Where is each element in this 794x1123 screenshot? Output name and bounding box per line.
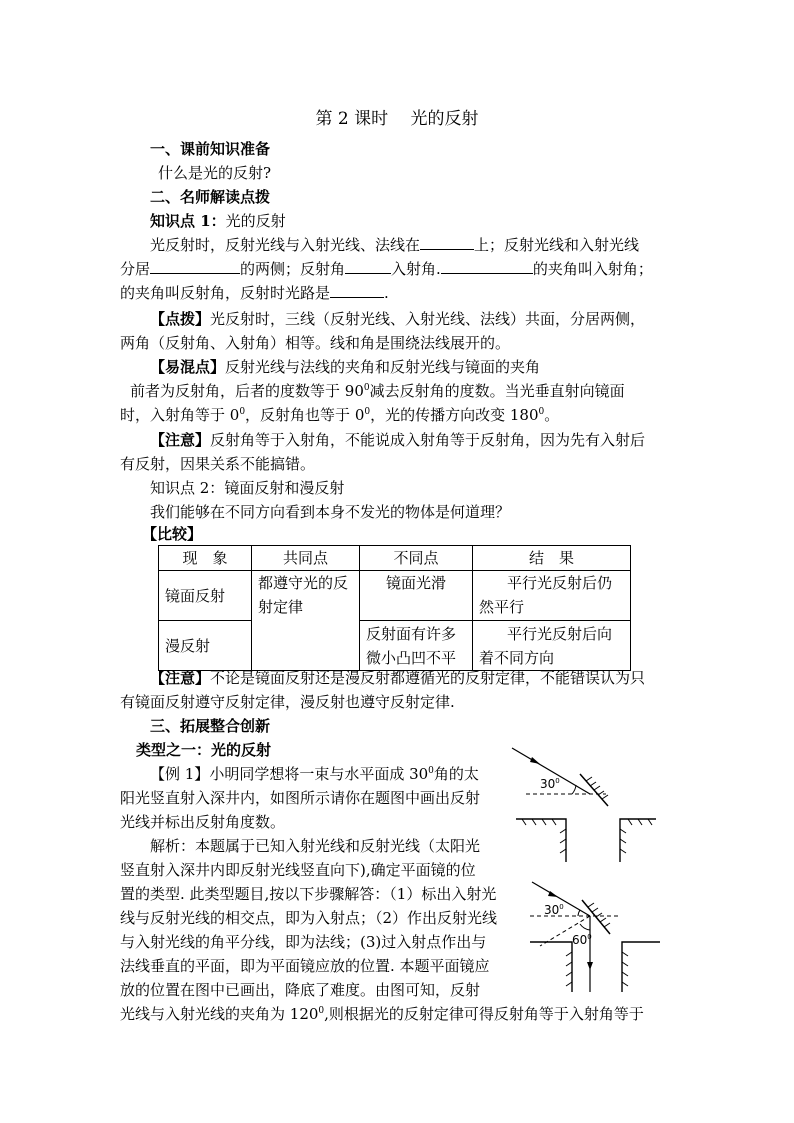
well-hatch: [522, 819, 652, 853]
example-line: 【例 1】小明同学想将一束与水平面成 $30^0$角的太: [150, 765, 479, 783]
well-walls: [516, 819, 656, 862]
table-header: 现 象: [159, 546, 252, 571]
para-line: 光反射时，反射光线与入射光线、法线在 上；反射光线和入射光线: [150, 233, 639, 257]
angle-label: $30^0$: [540, 777, 560, 791]
angle-arc: [580, 924, 590, 930]
example-line: 阳光竖直射入深井内，如图所示请你在题图中画出反射: [120, 789, 481, 807]
blank[interactable]: [150, 257, 240, 274]
kp1-label: 知识点 1：: [150, 212, 226, 230]
table-cell: 都遵守光的反射定律: [252, 571, 360, 671]
example-line: 光线并标出反射角度数。: [120, 813, 286, 831]
prep-question: 什么是光的反射?: [158, 164, 272, 182]
para-line: 的夹角叫反射角，反射时光路是 .: [120, 281, 389, 305]
blank[interactable]: [441, 257, 533, 274]
type-heading: 类型之一：光的反射: [136, 741, 272, 759]
analysis-line: 法线垂直的平面，即为平面镜应放的位置. 本题平面镜应: [120, 957, 490, 975]
arrow-icon: [587, 962, 593, 970]
note-line: 有镜面反射遵守反射定律，漫反射也遵守反射定律.: [120, 693, 455, 711]
comparison-table: [158, 545, 631, 671]
angle-label: $30^0$: [544, 903, 564, 917]
note-line: 【注意】反射角等于入射角，不能说成入射角等于反射角，因为先有入射后: [150, 431, 646, 449]
angle-label: $60^0$: [572, 933, 592, 947]
para-line: 分居 的两侧；反射角 入射角. 的夹角叫入射角；: [120, 257, 653, 281]
table-cell: 漫反射: [159, 621, 252, 671]
table-cell: 镜面反射: [159, 571, 252, 621]
well-hatch: [566, 952, 628, 986]
tip-line: 【点拨】光反射时，三线（反射光线、入射光线、法线）共面，分居两侧，: [150, 310, 646, 328]
analysis-line: 竖直射入深井内即反射光线竖直向下),确定平面镜的位: [120, 861, 476, 879]
table-cell: 平行光反射后仍然平行: [473, 571, 631, 621]
analysis-line: 放的位置在图中已画出，降底了难度。由图可知，反射: [120, 981, 481, 999]
kp2-question: 我们能够在不同方向看到本身不发光的物体是何道理？: [150, 503, 511, 521]
mirror-hatch: [586, 777, 608, 799]
kp1-name: 光的反射: [225, 212, 286, 230]
section-heading-3: 三、拓展整合创新: [150, 717, 271, 735]
knowledge-point-1: [150, 209, 286, 233]
well-figure-1: [510, 744, 660, 864]
note-line: 【注意】不论是镜面反射还是漫反射都遵循光的反射定律，不能错误认为只: [150, 669, 646, 687]
table-cell: 平行光反射后向着不同方向: [473, 621, 631, 671]
confuse-line: 【易混点】反射光线与法线的夹角和反射光线与镜面的夹角: [150, 358, 541, 376]
angle-arc: [578, 910, 580, 916]
analysis-line: 解析：本题属于已知入射光线和反射光线（太阳光: [150, 837, 481, 855]
blank[interactable]: [420, 233, 474, 250]
section-heading-1: 一、课前知识准备: [150, 140, 271, 158]
compare-label: 【比较】: [142, 525, 203, 543]
section-heading-2: 二、名师解读点拨: [150, 188, 271, 206]
page-title: 第 2 课时 光的反射: [315, 109, 479, 129]
tip-line: 两角（反射角、入射角）相等。线和角是围绕法线展开的。: [120, 334, 511, 352]
angle-arc: [572, 785, 576, 794]
analysis-line: 线与反射光线的相交点，即为入射点；（2）作出反射光线: [120, 909, 498, 927]
well-figure-2: [530, 880, 670, 995]
analysis-line: 置的类型. 此类型题目,按以下步骤解答：（1）标出入射光: [120, 885, 497, 903]
analysis-line: 光线与入射光线的夹角为 $120^0$,则根据光的反射定律可得反射角等于入射角等于: [120, 1005, 644, 1023]
analysis-line: 与入射光线的角平分线，即为法线；(3)过入射点作出与: [120, 933, 487, 951]
table-header: 结 果: [473, 546, 631, 571]
confuse-detail: 时，入射角等于 $0^0$，反射角也等于 $0^0$，光的传播方向改变 $180^0$。: [120, 406, 560, 424]
knowledge-point-2: 知识点 2：镜面反射和漫反射: [150, 479, 345, 497]
note-line: 有反射，因果关系不能搞错。: [120, 455, 316, 473]
blank[interactable]: [345, 257, 391, 274]
mirror-hatch: [588, 903, 610, 927]
table-header: 不同点: [360, 546, 473, 571]
table-cell: 反射面有许多微小凸凹不平: [360, 621, 473, 671]
well-walls: [530, 942, 660, 992]
table-cell: 镜面光滑: [360, 571, 473, 621]
confuse-detail: 前者为反射角，后者的度数等于 $90^0$减去反射角的度数。当光垂直射向镜面: [130, 382, 625, 400]
arrow-icon: [530, 757, 540, 764]
blank[interactable]: [330, 281, 384, 298]
table-header: 共同点: [252, 546, 360, 571]
